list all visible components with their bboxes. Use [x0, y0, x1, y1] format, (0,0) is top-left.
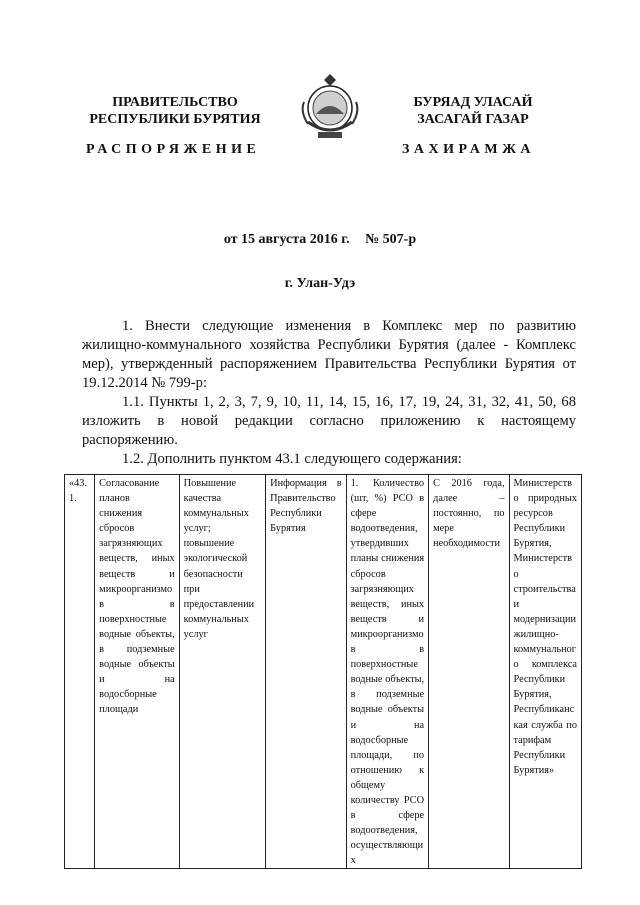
city: г. Улан-Удэ [284, 276, 356, 291]
paragraph: 1.1. Пункты 1, 2, 3, 7, 9, 10, 11, 14, 15, 16, 17, 19, 24, 31, 32, 41, 50, 68 изложить в новой редакции согласно приложению к настоящему распоряжению. [82, 394, 576, 448]
header-org-right [378, 94, 568, 128]
amendment-table [64, 474, 582, 869]
paragraph: 1. Внести следующие изменения в Комплекс мер по развитию жилищно-коммунального хозяйства Республики Бурятия (далее - Комплекс мер), утвержденный распоряжением Правительства Республики Бурятия от 19.12.2014 № 799-р: [82, 318, 576, 391]
table-cell-indicator: 1. Количество (шт, %) РСО в сфере водоотведения, утвердивших планы снижения сбросов загрязняющих веществ, иных веществ и микроорганизмов в поверхностные водные объекты, в подземные водные объекты и на водосборные площади, по отношению к общему количеству РСО в сфере водоотведения, осуществляющих [346, 475, 428, 869]
table-cell-deadline: С 2016 года, далее – постоянно, по мере необходимости [429, 475, 509, 869]
table-cell-goal: Повышение качества коммунальных услуг; повышение экологической безопасности при предоставлении коммунальных услуг [179, 475, 266, 869]
date-line [0, 232, 640, 248]
document-number: № 507-р [365, 232, 417, 247]
document-date: от 15 августа 2016 г. [223, 232, 350, 247]
table-row [65, 475, 582, 869]
header-org-left-text: ПРАВИТЕЛЬСТВО РЕСПУБЛИКИ БУРЯТИЯ [89, 95, 261, 127]
paragraph: 1.2. Дополнить пунктом 43.1 следующего содержания: [122, 451, 462, 467]
document-type-left: РАСПОРЯЖЕНИЕ [86, 142, 261, 157]
document-body [82, 317, 576, 469]
buryatia-coat-of-arms-icon [296, 72, 364, 144]
table-cell-number: «43.1. [65, 475, 95, 869]
table-cell-measure: Согласование планов снижения сбросов загрязняющих веществ, иных веществ и микроорганизмов в поверхностные водные объекты, в подземные водные объекты и на водосборные площади [95, 475, 179, 869]
document-type-right: ЗАХИРАМЖА [402, 142, 536, 157]
header-org-left [80, 94, 270, 128]
table-cell-result: Информация в Правительство Республики Бурятия [266, 475, 346, 869]
table-cell-responsible: Министерство природных ресурсов Республики Бурятия, Министерство строительства и модернизации жилищно-коммунального комплекса Республики Бурятия, Республиканская служба по тарифам Республики Бурятия» [509, 475, 581, 869]
header-org-right-text: БУРЯАД УЛАСАЙ ЗАСАГАЙ ГАЗАР [413, 95, 533, 127]
